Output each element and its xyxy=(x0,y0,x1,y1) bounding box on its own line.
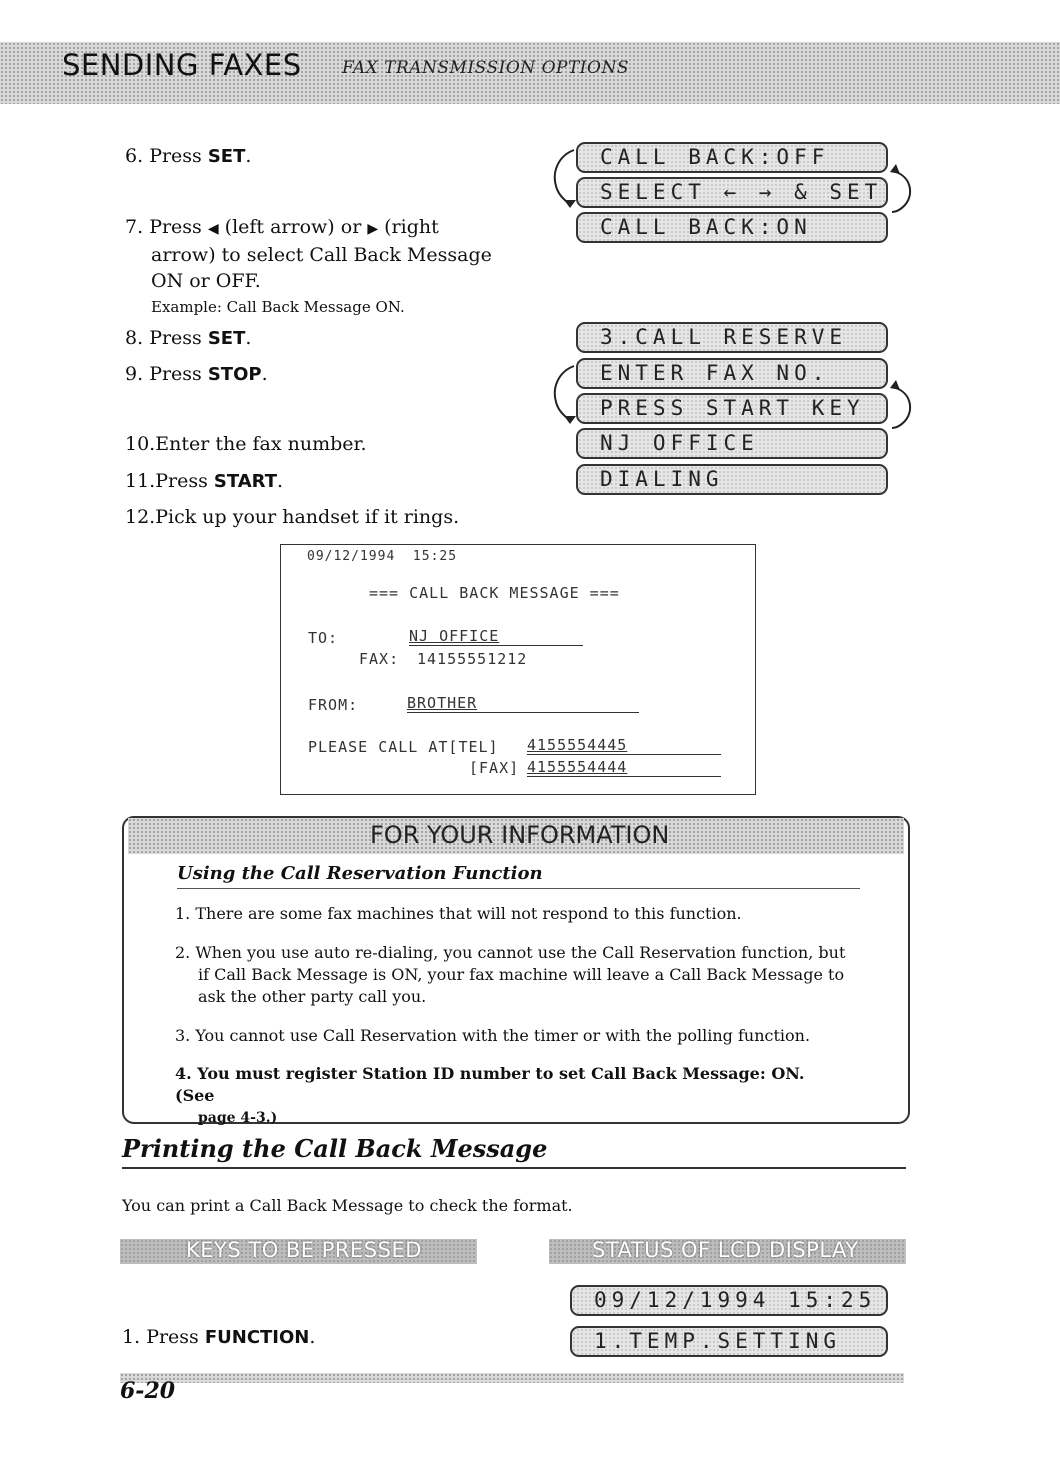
lcd-nj-office: NJ OFFICE xyxy=(576,428,888,459)
msg-to-label: TO: xyxy=(308,629,339,647)
info-item-3: 3. You cannot use Call Reservation with the timer or with the polling function. xyxy=(175,1026,811,1045)
info-item-2: 2. When you use auto re-dialing, you cannot use the Call Reservation function, but if Call Back Message is ON, your fax machine will leave a Call Back Message to ask the other party call you. xyxy=(175,943,846,1006)
page-subtitle: FAX TRANSMISSION OPTIONS xyxy=(342,58,629,78)
alternate-loop-icon-1 xyxy=(548,142,918,222)
step-7-note: Example: Call Back Message ON. xyxy=(151,298,405,316)
alternate-loop-icon-2 xyxy=(548,358,918,438)
lcd-enter-fax-no: ENTER FAX NO. xyxy=(576,358,888,389)
msg-fax2-value: 4155554444 xyxy=(527,758,628,776)
info-item-1: 1. There are some fax machines that will not respond to this function. xyxy=(175,904,742,923)
step-6: 6. Press SET. xyxy=(125,145,252,167)
page-number: 6-20 xyxy=(120,1378,176,1404)
msg-from-label: FROM: xyxy=(308,696,359,714)
lcd-datetime: 09/12/1994 15:25 xyxy=(570,1285,888,1316)
section-intro: You can print a Call Back Message to check the format. xyxy=(122,1196,573,1215)
msg-from-value: BROTHER xyxy=(407,694,478,712)
section-rule xyxy=(122,1167,906,1169)
step-11: 11.Press START. xyxy=(125,470,284,492)
info-subtitle: Using the Call Reservation Function xyxy=(177,863,543,884)
info-title: FOR YOUR INFORMATION xyxy=(370,821,670,849)
lcd-header: STATUS OF LCD DISPLAY xyxy=(592,1238,859,1262)
lcd-call-back-off: CALL BACK:OFF xyxy=(576,142,888,173)
step-12: 12.Pick up your handset if it rings. xyxy=(125,506,460,528)
section-title: Printing the Call Back Message xyxy=(122,1134,548,1163)
info-rule xyxy=(177,888,860,889)
msg-to-value: NJ OFFICE xyxy=(409,627,500,645)
key-function: FUNCTION xyxy=(204,1327,310,1348)
step-8: 8. Press SET. xyxy=(125,327,252,349)
step-10: 10.Enter the fax number. xyxy=(125,433,367,455)
msg-fax-value: 14155551212 xyxy=(417,650,528,668)
right-arrow-icon: ▶ xyxy=(367,221,379,237)
msg-heading: === CALL BACK MESSAGE === xyxy=(369,584,620,602)
lcd-select-set: SELECT ← → & SET xyxy=(576,177,888,208)
left-arrow-icon: ◀ xyxy=(207,221,219,237)
lcd-press-start-key: PRESS START KEY xyxy=(576,393,888,424)
msg-tel-value: 4155554445 xyxy=(527,736,628,754)
call-back-message-sample xyxy=(280,544,756,795)
msg-fax2-label: [FAX] xyxy=(469,759,520,777)
msg-please-call-label: PLEASE CALL AT[TEL] xyxy=(308,738,499,756)
msg-datetime: 09/12/1994 15:25 xyxy=(307,549,458,564)
key-set: SET xyxy=(207,146,246,167)
step-9: 9. Press STOP. xyxy=(125,363,268,385)
keys-header: KEYS TO BE PRESSED xyxy=(186,1238,422,1262)
msg-fax-label: FAX: xyxy=(359,650,400,668)
lcd-dialing: DIALING xyxy=(576,464,888,495)
lcd-call-reserve: 3.CALL RESERVE xyxy=(576,322,888,353)
lcd-temp-setting: 1.TEMP.SETTING xyxy=(570,1326,888,1357)
lcd-call-back-on: CALL BACK:ON xyxy=(576,212,888,243)
footer-band xyxy=(120,1373,904,1383)
step-1-function: 1. Press FUNCTION. xyxy=(122,1326,316,1348)
page-title: SENDING FAXES xyxy=(62,48,302,82)
info-item-4: 4. You must register Station ID number to set Call Back Message: ON. (See page 4-3.) xyxy=(175,1064,805,1126)
step-7: 7. Press ◀ (left arrow) or ▶ (right arrow) to select Call Back Message ON or OFF. Example: Call Back Message ON. xyxy=(125,214,525,320)
